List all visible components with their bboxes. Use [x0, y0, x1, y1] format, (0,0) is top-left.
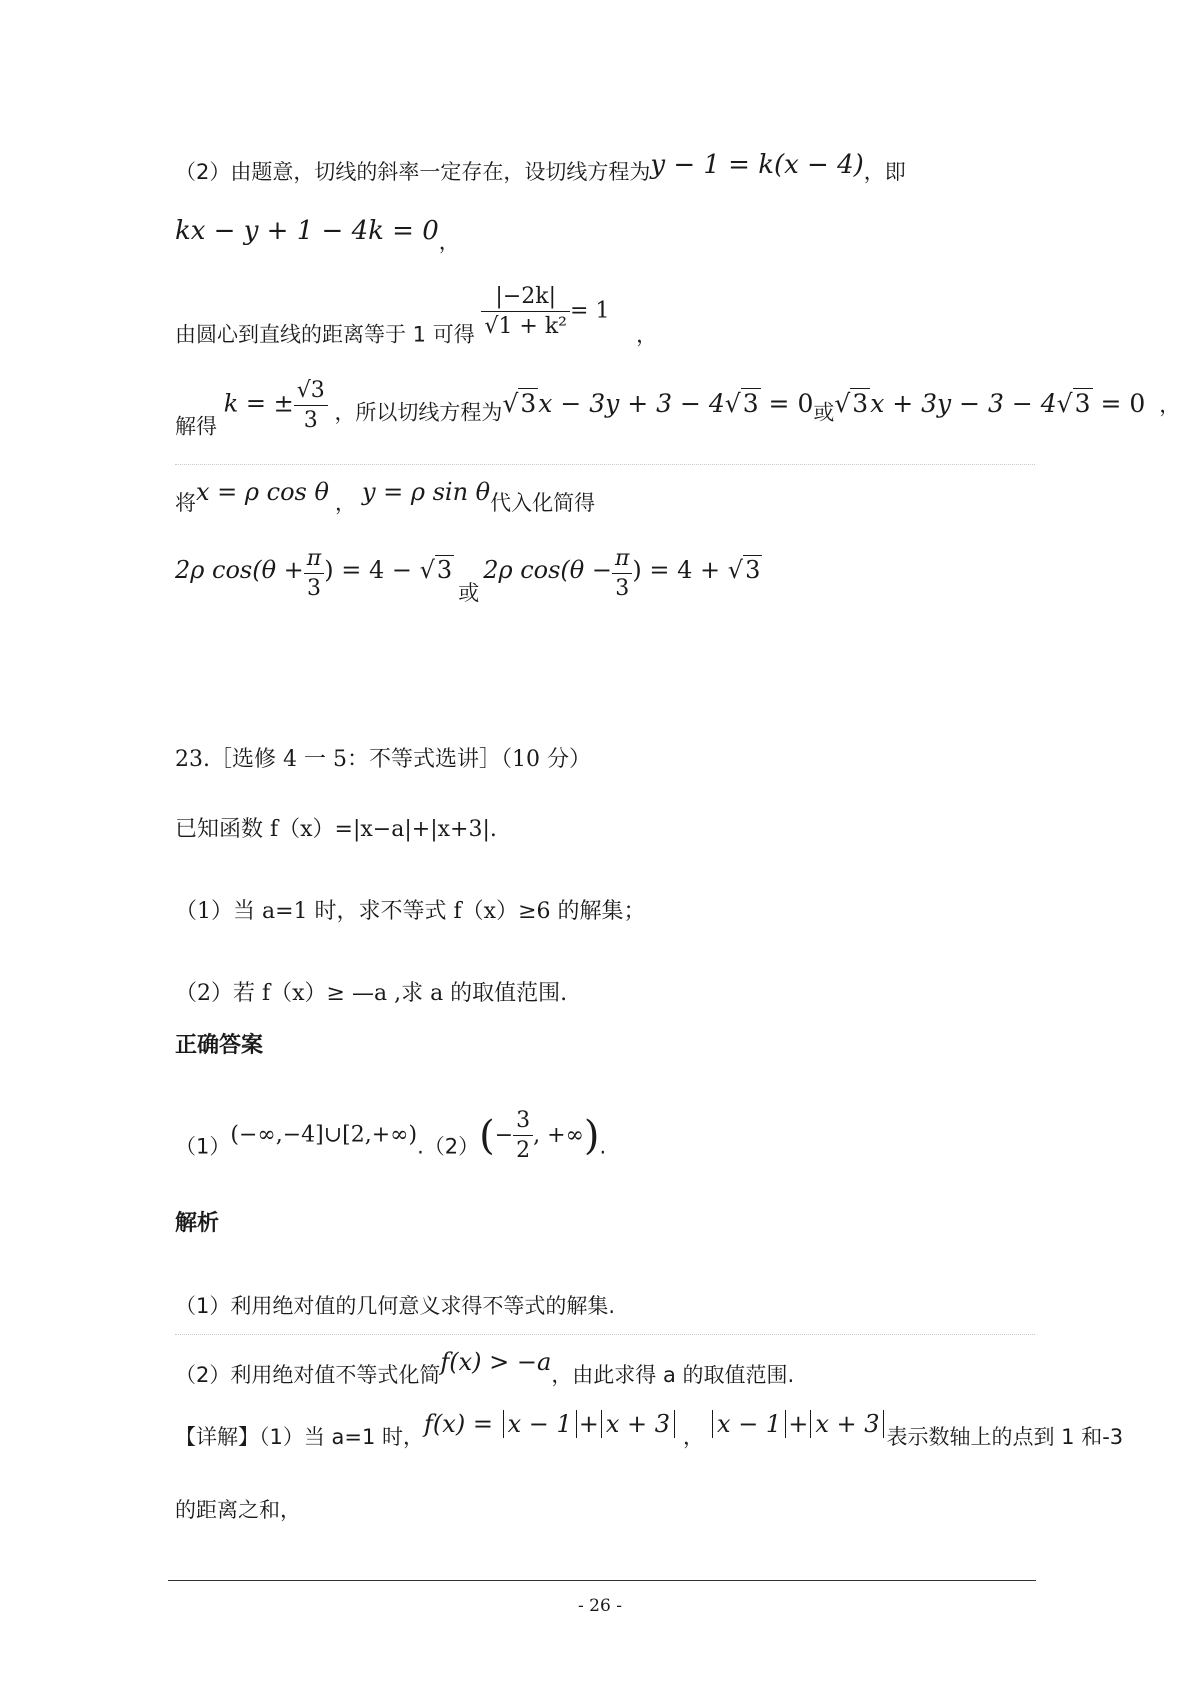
polar-b-pre: 2ρ cos(θ −	[483, 556, 612, 584]
footer-rule	[168, 1580, 1036, 1581]
page-number: - 26 -	[578, 1596, 622, 1616]
distance-numerator: |−2k|	[481, 284, 570, 312]
detail-line-2: 的距离之和，	[175, 1498, 301, 1522]
eq-a-body: x − 3y + 3 − 4	[538, 388, 725, 418]
tangent-intro-text: （2）由题意，切线的斜率一定存在，设切线方程为	[175, 160, 651, 184]
answer-p1-label: （1）	[175, 1134, 231, 1159]
answer-p2-value: (− $\frac{3}{2}$ , +∞)	[479, 1108, 600, 1163]
polar-a-post-group: ) = 4 − √3	[324, 556, 453, 584]
detail-comma: ，	[683, 1425, 705, 1449]
eq-a-end: = 0	[768, 388, 814, 418]
question-23-sub1: （1）当 a=1 时，求不等式 f（x）≥6 的解集；	[175, 899, 646, 924]
solve-line	[175, 378, 1180, 441]
detail-line	[175, 1410, 1123, 1451]
polar-a-pre: 2ρ cos(θ +	[175, 556, 304, 584]
polar-b-post-group: ) = 4 + √3	[632, 556, 761, 584]
answer-end: .	[599, 1134, 607, 1159]
answer-heading: 正确答案	[175, 1033, 264, 1058]
analysis-heading: 解析	[175, 1211, 220, 1236]
eq-b-body: x + 3y − 3 − 4	[870, 388, 1057, 418]
answer-p2-tail: , +∞	[533, 1122, 584, 1148]
detail-post: 表示数轴上的点到 1 和-3	[886, 1425, 1124, 1449]
analysis-line2-math: f(x) > −a	[440, 1348, 552, 1376]
substitution-comma: ，	[334, 491, 356, 515]
polar-b-num: π	[612, 546, 632, 574]
detail-math	[424, 1410, 677, 1438]
polar-a-post: ) = 4 −	[324, 556, 412, 584]
polar-a-den: 3	[307, 576, 321, 601]
answer-p2-label: .（2）	[417, 1134, 480, 1159]
answer-p2-den: 2	[516, 1138, 531, 1163]
detail-plus-2: +	[788, 1410, 809, 1438]
polar-b-fraction	[612, 546, 632, 601]
dotted-separator-2	[175, 1334, 1035, 1335]
solve-text: 解得	[175, 414, 217, 439]
detail-pre: 【详解】（1）当 a=1 时，	[175, 1425, 425, 1449]
detail-plus: +	[578, 1410, 599, 1438]
analysis-line2-post: ，由此求得 a 的取值范围.	[551, 1363, 795, 1387]
k-denominator: 3	[303, 408, 318, 433]
detail-abs2: x + 3	[601, 1410, 675, 1438]
eq-b-radicand2: 3	[1074, 388, 1091, 418]
k-numerator-radicand: 3	[310, 378, 325, 403]
answer-p2-fraction	[513, 1108, 533, 1163]
distance-text: 由圆心到直线的距离等于 1 可得	[175, 322, 475, 347]
distance-fraction	[481, 284, 570, 339]
tangent-line-a: √3x − 3y + 3 − 4√3 = 0	[502, 388, 814, 418]
distance-radicand: 1 + k²	[498, 314, 568, 339]
substitution-text: 将	[175, 491, 196, 515]
answer-line	[175, 1108, 606, 1163]
polar-result-line	[175, 546, 762, 607]
general-equation: kx − y + 1 − 4k = 0	[175, 216, 439, 246]
detail-lhs: f(x) =	[424, 1410, 493, 1438]
polar-b-radicand: 3	[745, 556, 761, 584]
distance-line	[175, 284, 657, 349]
eq-end: ，	[1159, 392, 1181, 417]
y-substitution: y = ρ sin θ	[361, 478, 491, 506]
tangent-intro-end: ，即	[863, 160, 906, 184]
answer-p1-value: (−∞,−4]∪[2,+∞)	[230, 1122, 418, 1148]
detail-abs1: x − 1	[503, 1410, 577, 1438]
eq-b-end: = 0	[1100, 388, 1146, 418]
polar-a-radicand: 3	[436, 556, 453, 584]
polar-b-den: 3	[615, 576, 630, 601]
k-numerator: √3	[294, 378, 328, 406]
analysis-line2	[175, 1348, 794, 1389]
tangent-line-b: √3x + 3y − 3 − 4√3 = 0	[834, 388, 1146, 418]
general-equation-end: ，	[438, 230, 460, 254]
distance-denominator: √1 + k²	[484, 314, 568, 339]
detail-math-2	[710, 1410, 886, 1438]
so-text: ，所以切线方程为	[334, 400, 503, 425]
answer-p2-num: 3	[513, 1108, 533, 1136]
tangent-equation: y − 1 = k(x − 4)	[650, 150, 864, 180]
detail-abs3: x − 1	[712, 1410, 786, 1438]
dotted-separator	[175, 464, 1035, 465]
substitution-line	[175, 478, 595, 517]
question-23-sub2: （2）若 f（x）≥ —a ,求 a 的取值范围.	[175, 981, 568, 1006]
x-substitution: x = ρ cos θ	[196, 478, 329, 506]
question-23-title: 23.［选修 4 一 5：不等式选讲］（10 分）	[175, 747, 591, 772]
polar-a-num: π	[304, 546, 324, 574]
distance-end: ，	[636, 322, 658, 347]
or-text-1: 或	[813, 400, 835, 425]
general-equation-line	[175, 216, 460, 256]
tangent-intro-line	[175, 150, 906, 186]
question-23-given: 已知函数 f（x）=|x−a|+|x+3|.	[175, 817, 497, 842]
detail-abs4: x + 3	[810, 1410, 884, 1438]
analysis-line2-pre: （2）利用绝对值不等式化简	[175, 1363, 441, 1387]
simplify-text: 代入化简得	[490, 491, 596, 515]
polar-b-post: ) = 4 +	[632, 556, 721, 584]
distance-rhs: = 1	[570, 298, 610, 324]
analysis-line1: （1）利用绝对值的几何意义求得不等式的解集.	[175, 1294, 616, 1318]
or-text-2: 或	[458, 581, 480, 605]
answer-p2-neg: −	[494, 1122, 514, 1148]
polar-a-fraction	[304, 546, 324, 601]
eq-a-radicand1: 3	[520, 388, 537, 418]
k-fraction	[294, 378, 328, 433]
k-lhs: k = ±	[223, 389, 294, 418]
eq-a-radicand2: 3	[742, 388, 759, 418]
eq-b-radicand1: 3	[852, 388, 869, 418]
